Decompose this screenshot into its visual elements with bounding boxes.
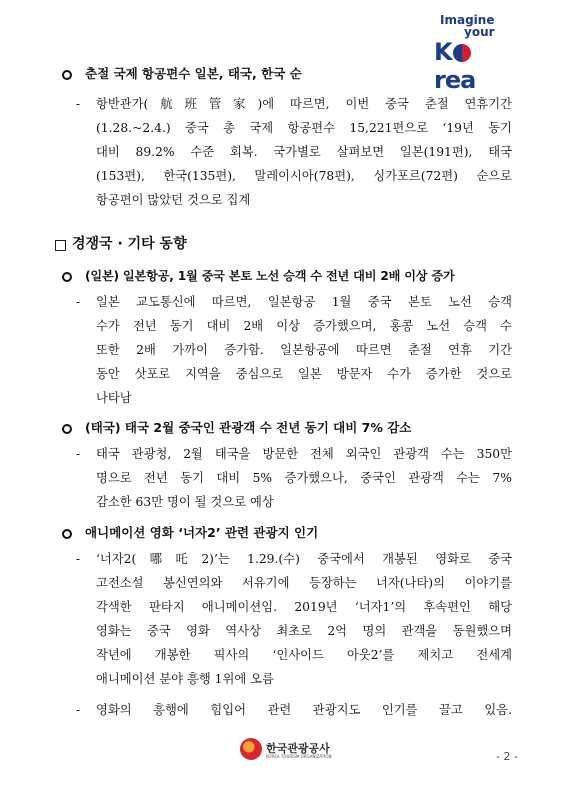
dash-bullet: -: [76, 447, 81, 461]
s1-line-3: 대비 89.2% 수준 회복. 국가별로 살펴보면 일본(191편), 태국: [96, 145, 512, 159]
s2-line-5: 나타남: [96, 391, 132, 405]
s2-line-4: 동안 삿포로 지역을 중심으로 일본 방문자 수가 증가한 것으로: [96, 367, 512, 381]
circle-bullet-icon: [62, 424, 72, 434]
s1-line-1: 항반관가(航班管家)에 따르면, 이번 중국 춘절 연휴기간: [96, 97, 512, 111]
dash-bullet: -: [76, 552, 81, 566]
org-name: 한국관광공사: [266, 742, 330, 755]
logo-line1: Imagine: [440, 13, 495, 27]
s2-line-1: 일본 교도통신에 따르면, 일본항공 1월 중국 본토 노선 승객: [96, 295, 512, 309]
logo-k: K: [434, 38, 452, 66]
dash-bullet: -: [76, 295, 81, 309]
s4-line-4: 영화는 중국 영화 역사상 최초로 2억 명의 관객을 동원했으며: [96, 624, 512, 638]
logo-line2: your: [464, 25, 495, 39]
square-bullet-icon: [55, 240, 66, 251]
imagine-your-korea-logo: [432, 13, 510, 94]
logo-rea: rea: [434, 66, 476, 94]
dash-bullet: -: [76, 703, 81, 717]
logo-wordmark: [434, 38, 510, 94]
s4-line-3: 각색한 판타지 애니메이션임. 2019년 ‘너자1’의 후속편인 해당: [96, 600, 512, 614]
kto-emblem-icon: [240, 738, 262, 760]
s3-line-1: 태국 관광청, 2월 태국을 방문한 전체 외국인 관광객 수는 350만: [96, 447, 512, 461]
section-heading: 경쟁국 · 기타 동향: [72, 236, 187, 252]
section1-title: 춘절 국제 항공편수 일본, 태국, 한국 순: [85, 66, 302, 81]
circle-bullet-icon: [62, 529, 72, 539]
s1-line-5: 항공편이 많았던 것으로 집계: [96, 193, 251, 207]
section2-title: (일본) 일본항공, 1월 중국 본토 노선 승객 수 전년 대비 2배 이상 증가: [85, 269, 455, 283]
s1-line-4: (153편), 한국(135편), 말레이시아(78편), 싱가포르(72편) 순으로: [96, 169, 512, 183]
taegeuk-icon: [453, 44, 471, 62]
s1-line-2: (1.28.~2.4.) 중국 총 국제 항공편수 15,221편으로 ‘19년 동기: [96, 121, 512, 135]
dash-bullet: -: [76, 97, 81, 111]
s2-line-2: 수가 전년 동기 대비 2배 이상 증가했으며, 홍콩 노선 승객 수: [96, 319, 512, 333]
s3-line-3: 감소한 63만 명이 될 것으로 예상: [96, 495, 274, 509]
section4-title: 애니메이션 영화 ‘너자2’ 관련 관광지 인기: [85, 525, 319, 540]
kto-footer-logo: [240, 738, 350, 766]
org-subtitle: KOREA TOURISM ORGANIZATION: [266, 754, 332, 759]
circle-bullet-icon: [62, 70, 72, 80]
s2-line-3: 또한 2배 가까이 증가함. 일본항공에 따르면 춘절 연휴 기간: [96, 343, 512, 357]
s4-line-2: 고전소설 봉신연의와 서유기에 등장하는 너자(나타)의 이야기를: [96, 576, 512, 590]
s4-line-1: ‘너자2(哪吒2)’는 1.29.(수) 중국에서 개봉된 영화로 중국: [96, 552, 512, 566]
s4-line-6: 애니메이션 분야 흥행 1위에 오름: [96, 672, 274, 686]
circle-bullet-icon: [62, 272, 72, 282]
section3-title: (태국) 태국 2월 중국인 관광객 수 전년 동기 대비 7% 감소: [85, 420, 412, 435]
s4-last-line: 영화의 흥행에 힘입어 관련 관광지도 인기를 끌고 있음.: [96, 703, 512, 717]
s4-line-5: 작년에 개봉한 픽사의 ‘인사이드 아웃2’를 제치고 전세계: [96, 648, 512, 662]
s3-line-2: 명으로 전년 동기 대비 5% 증가했으나, 중국인 관광객 수는 7%: [96, 471, 512, 485]
page-number: - 2 -: [496, 750, 518, 763]
